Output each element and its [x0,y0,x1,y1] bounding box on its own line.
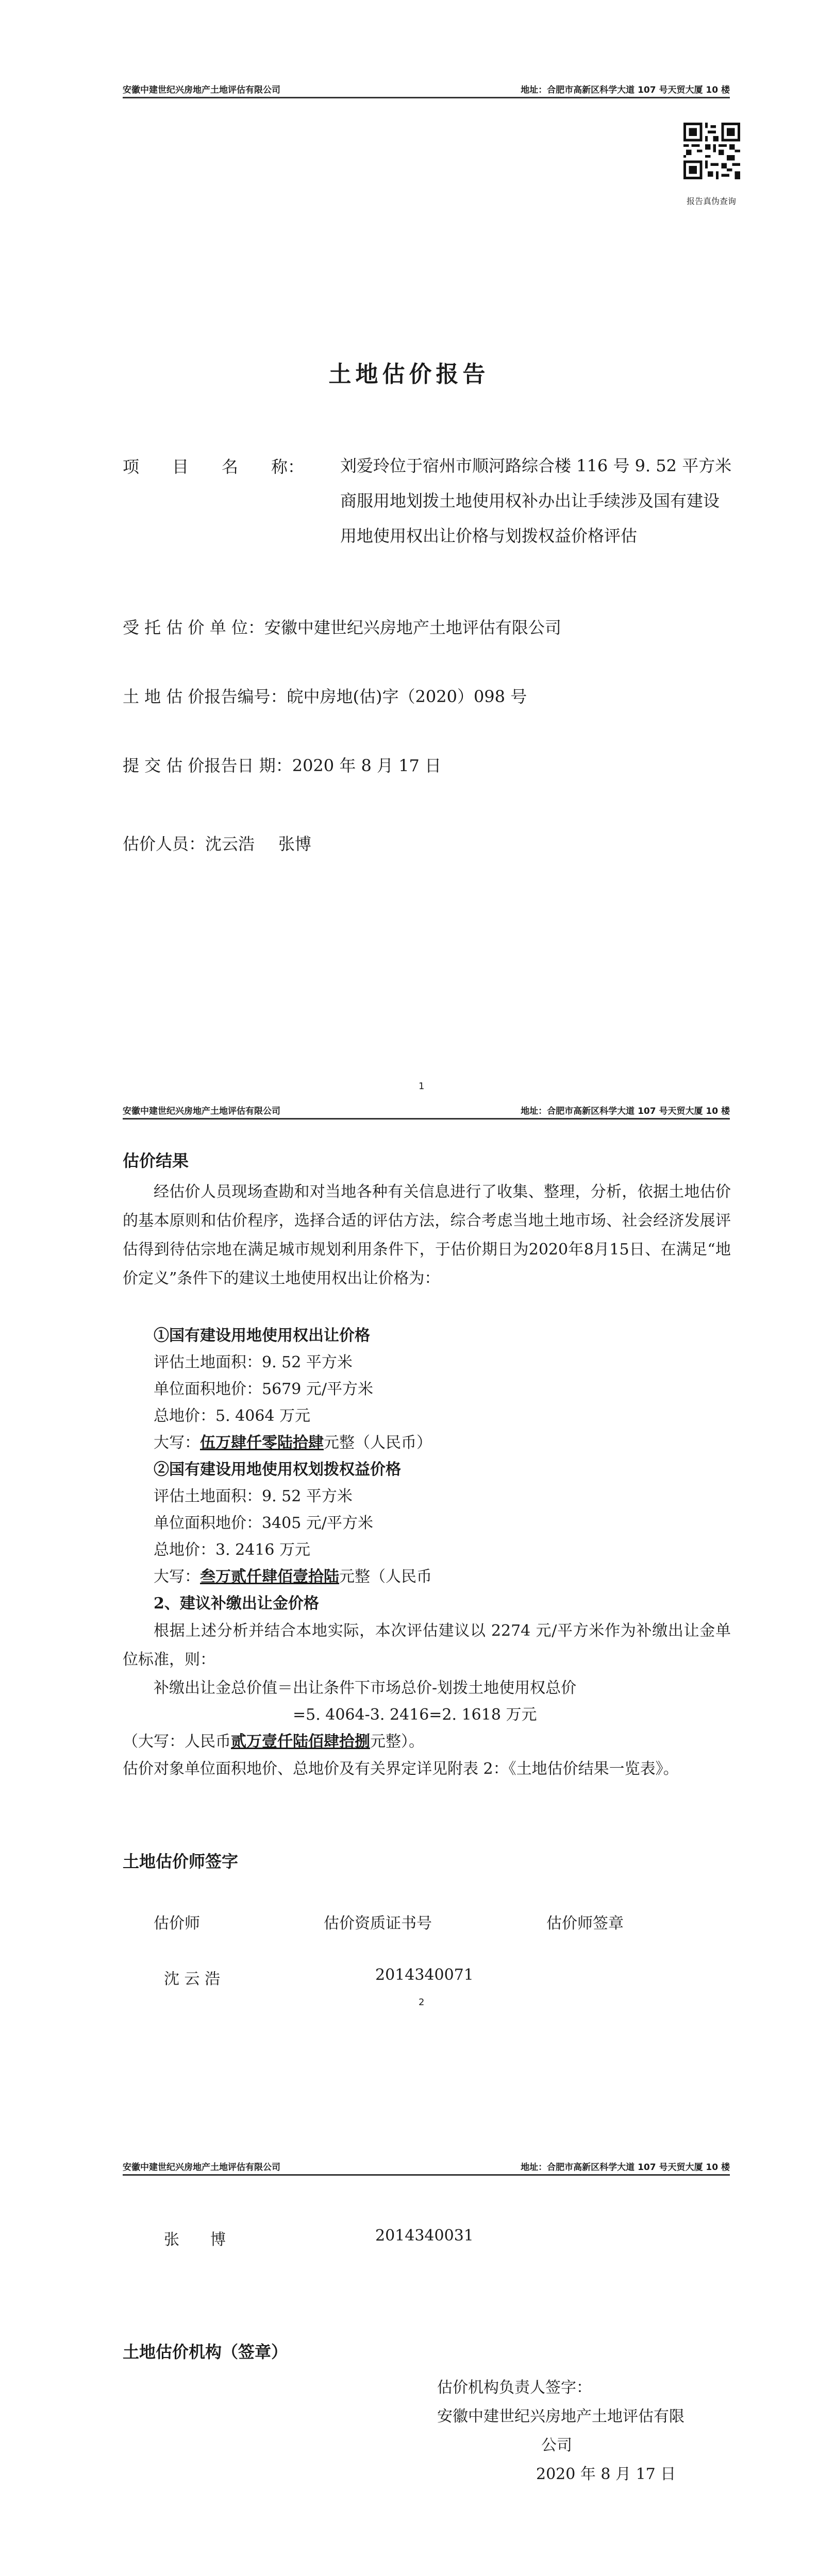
institution-responsible: 估价机构负责人签字： [437,2379,592,2397]
qr-caption: 报告真伪查询 [686,196,736,206]
institution-company: 安徽中建世纪兴房地产土地评估有限 [437,2408,685,2426]
report-title: 土地估价报告 [328,361,490,387]
project-name-label: 项 目 名 称： [123,457,305,477]
section-transfer-price-title: ①国有建设用地使用权出让价格 [154,1327,370,1345]
entrusted-unit-value: 安徽中建世纪兴房地产土地评估有限公司 [264,618,561,637]
submit-date-value: 2020 年 8 月 17 日 [292,756,442,775]
supplement-formula: 补缴出让金总价值＝出让条件下市场总价-划拨土地使用权总价 [154,1679,577,1697]
appraisers-label: 估价人员： [123,834,206,854]
section-allocation-price-title: ②国有建设用地使用权划拨权益价格 [154,1461,401,1479]
result-heading: 估价结果 [123,1151,189,1171]
page-number: 2 [419,1997,425,2008]
transfer-unit-price: 单位面积地价：5679 元/平方米 [154,1380,373,1398]
allocation-amount-capital: 大写：叁万贰仟肆佰壹拾陆元整（人民币 [154,1568,432,1586]
appraiser-name: 张博 [278,834,312,854]
report-number-label: 土 地 估 价报告编号： [123,687,287,706]
header-address: 地址：合肥市高新区科学大道 107 号天贸大厦 10 楼 [521,85,730,95]
result-note: 估价对象单位面积地价、总地价及有关界定详见附表 2：《土地估价结果一览表》。 [123,1760,679,1778]
transfer-total-price: 总地价：5. 4064 万元 [154,1407,311,1425]
header-address: 地址：合肥市高新区科学大道 107 号天贸大厦 10 楼 [521,2162,730,2173]
page-number: 1 [419,1081,425,1092]
section-supplement-title: 2、建议补缴出让金价格 [154,1595,319,1613]
transfer-area: 评估土地面积：9. 52 平方米 [154,1353,353,1371]
header-company: 安徽中建世纪兴房地产土地评估有限公司 [123,1106,280,1116]
institution-company-cont: 公司 [541,2436,572,2454]
header-address: 地址：合肥市高新区科学大道 107 号天贸大厦 10 楼 [521,1106,730,1116]
signature-col-name: 估价师 [154,1914,200,1933]
appraiser-row-cert: 2014340071 [375,1966,474,1984]
signature-col-cert: 估价资质证书号 [324,1914,432,1933]
appraiser-name: 沈云浩 [205,834,255,854]
supplement-intro: 根据上述分析并结合本地实际，本次评估建议以 2274 元/平方米作为补缴出让金单位标准，则： [123,1622,731,1669]
entrusted-unit-label: 受 托 估 价 单 位： [123,618,264,637]
supplement-calculation: =5. 4064-3. 2416=2. 1618 万元 [293,1706,537,1724]
submit-date [123,749,441,782]
appraiser-row-name: 张 博 [164,2231,226,2249]
report-number [123,680,527,713]
report-page-2 [0,1103,818,2159]
report-number-value: 皖中房地(估)字（2020）098 号 [287,687,527,706]
qr-code-icon[interactable] [683,123,740,179]
signature-col-sign: 估价师签章 [546,1914,624,1933]
supplement-amount-capital: （大写：人民币贰万壹仟陆佰肆拾捌元整）。 [123,1733,424,1751]
allocation-total-price: 总地价：3. 2416 万元 [154,1541,311,1559]
allocation-unit-price: 单位面积地价：3405 元/平方米 [154,1514,373,1532]
appraiser-row-name: 沈 云 浩 [164,1970,221,1988]
allocation-area: 评估土地面积：9. 52 平方米 [154,1487,353,1505]
institution-heading: 土地估价机构（签章） [123,2342,288,2362]
appraiser-row-cert: 2014340031 [375,2227,474,2245]
entrusted-unit [123,611,561,644]
page-header [123,81,730,98]
institution-date: 2020 年 8 月 17 日 [536,2465,676,2483]
result-intro: 经估价人员现场查勘和对当地各种有关信息进行了收集、整理，分析，依据土地估价的基本原则和估价程序，选择合适的评估方法，综合考虑当地土地市场、社会经济发展评估得到待估宗地在满足城市规划利用条件下，于估价期日为2020年8月15日、在满足“地价定义”条件下的建议土地使用权出让价格为： [123,1183,731,1287]
project-name-value: 刘爱玲位于宿州市顺河路综合楼 116 号 9. 52 平方米商服用地划拨土地使用权补办出让手续涉及国有建设用地使用权出让价格与划拨权益价格评估 [340,456,732,546]
header-company: 安徽中建世纪兴房地产土地评估有限公司 [123,2162,280,2173]
header-company: 安徽中建世纪兴房地产土地评估有限公司 [123,85,280,95]
transfer-amount-capital: 大写：伍万肆仟零陆拾肆元整（人民币） [154,1434,432,1452]
signatures-heading: 土地估价师签字 [123,1852,239,1871]
page-header [123,1103,730,1120]
report-page-1 [0,0,818,1103]
report-page-3 [0,2159,818,2576]
submit-date-label: 提 交 估 价报告日 期： [123,756,292,775]
page-header [123,2159,730,2176]
appraisers [123,827,311,860]
